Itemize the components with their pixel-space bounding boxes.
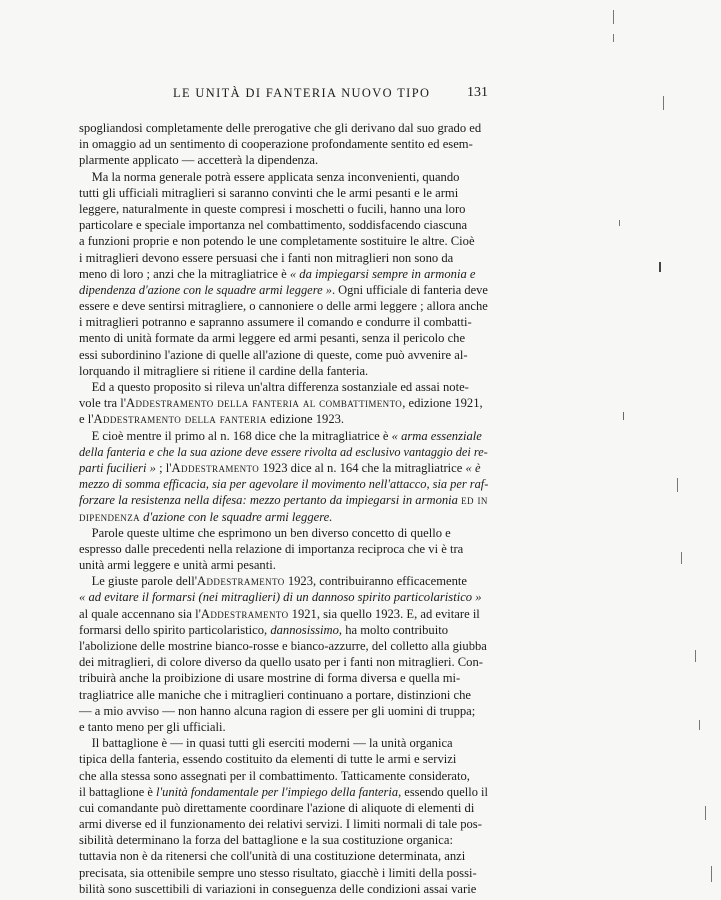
text-line xyxy=(79,687,488,703)
text-run: essi subordinino l'azione di quelle all'azione di queste, come può avvenire al- xyxy=(79,347,468,362)
text-run: essere e deve sentirsi mitragliere, o cannoniere o delle armi leggere ; allora anche xyxy=(79,299,488,314)
italic-text: forzare la resistenza nella difesa: mezzo pertanto da impiegarsi in armonia xyxy=(79,493,462,508)
text-line xyxy=(79,541,488,557)
text-run: meno di loro ; anzi che la mitragliatrice è xyxy=(79,266,290,281)
text-line xyxy=(79,832,488,848)
text-run: mento di unità formate da armi leggere ed armi pesanti, senza il pericolo che xyxy=(79,331,466,346)
text-line xyxy=(79,476,489,492)
text-run: il battaglione è xyxy=(79,784,157,799)
text-line xyxy=(79,719,488,735)
text-line xyxy=(79,395,488,411)
body-text xyxy=(79,120,488,897)
text-run: Ma la norma generale potrà essere applicata senza inconvenienti, quando xyxy=(79,169,460,184)
text-run: che alla stessa sono assegnati per il combattimento. Tatticamente considerato, xyxy=(79,768,470,783)
text-run: , essendo quello il xyxy=(398,784,488,799)
text-line xyxy=(79,800,488,816)
text-line xyxy=(79,298,487,314)
italic-text: « ad evitare il formarsi (nei mitraglieri) di un dannoso spirito particolaristico » xyxy=(79,590,482,605)
text-run: 1923, contribuiranno efficacemente xyxy=(284,574,467,589)
text-line xyxy=(79,622,488,638)
text-run: edizione 1923. xyxy=(266,412,345,427)
text-line xyxy=(79,185,488,201)
text-run: in omaggio ad un sentimento di cooperazione profondamente sentito ed esem- xyxy=(79,137,473,152)
text-run: spogliandosi completamente delle prerogative che gli derivano dal suo grado ed xyxy=(79,121,482,135)
italic-text: mezzo di somma efficacia, sia per agevolare il movimento nell'attacco, sia per raf- xyxy=(79,477,489,492)
text-line xyxy=(79,492,488,508)
text-line xyxy=(79,217,488,233)
text-line xyxy=(79,848,488,864)
small-caps-text: ed in xyxy=(461,493,488,508)
text-run: vole tra l' xyxy=(79,396,127,411)
text-run: cui comandante può direttamente coordinare l'azione di aliquote di elementi di xyxy=(79,800,475,815)
text-line xyxy=(79,428,488,444)
text-run: tuttavia non è da ritenersi che coll'unità di una costituzione determinata, anzi xyxy=(79,849,466,864)
text-run: , ha molto contribuito xyxy=(338,622,449,637)
italic-text: d'azione con le squadre armi leggere. xyxy=(140,509,333,524)
text-run: , edizione 1921, xyxy=(402,396,483,411)
text-line xyxy=(79,606,488,622)
text-run: armi diverse ed il funzionamento dei relativi servizi. I limiti normali di tale pos- xyxy=(79,817,482,832)
text-line xyxy=(79,152,488,168)
text-line xyxy=(79,557,488,573)
text-run: al quale accennano sia l' xyxy=(79,606,201,621)
text-run: tutti gli ufficiali mitraglieri si saranno convinti che le armi pesanti e le armi xyxy=(79,185,459,200)
text-line xyxy=(79,201,488,217)
text-run: espresso dalle precedenti nella relazione di importanza reciproca che vi è tra xyxy=(79,541,464,556)
text-run: 1923 dice al n. 164 che la mitragliatrice xyxy=(259,460,466,475)
small-caps-text: Addestramento xyxy=(200,606,289,621)
text-run: unità armi leggere e unità armi pesanti. xyxy=(79,558,276,573)
text-run: ; l' xyxy=(155,460,172,475)
text-run: Ed a questo proposito si rileva un'altra differenza sostanziale ed assai note- xyxy=(79,380,469,394)
text-line xyxy=(79,703,488,719)
italic-text: dipendenza d'azione con le squadre armi leggere » xyxy=(79,282,332,297)
text-run: sibilità determinano la forza del battaglione e la sua costituzione organica: xyxy=(79,833,453,848)
text-line xyxy=(79,379,488,395)
text-line xyxy=(79,670,488,686)
text-run: E cioè mentre il primo al n. 168 dice che la mitragliatrice è xyxy=(79,428,392,443)
text-line xyxy=(79,751,488,767)
text-run: i mitraglieri potranno e sapranno assumere il comando e condurre il combatti- xyxy=(79,315,472,330)
small-caps-text: Addestramento xyxy=(171,460,260,475)
text-line xyxy=(79,784,488,800)
text-run: precisata, sia ottenibile sempre uno stesso risultato, giacchè i limiti della possi- xyxy=(79,865,477,880)
italic-text: della fanteria e che la sua azione deve essere rivolta ad esclusivo vantaggio dei re- xyxy=(79,444,488,459)
text-line xyxy=(79,865,488,881)
small-caps-text: Addestramento xyxy=(197,574,285,589)
text-line xyxy=(79,363,488,379)
text-line xyxy=(79,460,488,476)
text-line xyxy=(79,233,488,249)
text-run: plarmente applicato — accetterà la dipendenza. xyxy=(79,153,319,168)
text-line xyxy=(79,314,488,330)
small-caps-text: dipendenza xyxy=(79,509,140,524)
italic-text: « da impiegarsi sempre in armonia e xyxy=(289,266,476,281)
text-run: Parole queste ultime che esprimono un ben diverso concetto di quello e xyxy=(79,525,451,540)
text-line xyxy=(79,816,488,832)
text-run: leggere, naturalmente in queste compresi i moschetti o fucili, hanno una loro xyxy=(79,201,466,216)
text-run: dei mitraglieri, di colore diverso da quello usato per i fanti non mitraglieri. Con- xyxy=(79,655,483,670)
text-run: lorquando il mitragliere si ritiene il cardine della fanteria. xyxy=(79,363,369,378)
text-line xyxy=(79,654,488,670)
text-run: — a mio avviso — non hanno alcuna ragion di essere per gli uomini di truppa; xyxy=(79,703,476,718)
text-line xyxy=(79,347,488,363)
running-header-title: LE UNITÀ DI FANTERIA NUOVO TIPO xyxy=(173,86,431,100)
text-line xyxy=(79,735,488,751)
text-run: tipica della fanteria, essendo costituito da elementi di tutte le armi e servizi xyxy=(79,752,457,767)
text-run: e tanto meno per gli ufficiali. xyxy=(79,719,226,734)
text-run: bilità sono suscettibili di variazioni in conseguenza delle condizioni assai varie xyxy=(79,881,477,896)
italic-text: « arma essenziale xyxy=(391,428,482,443)
text-line xyxy=(79,411,488,427)
text-run: tribuirà anche la proibizione di usare mostrine di forma diversa e quella mi- xyxy=(79,671,461,686)
text-line xyxy=(79,250,488,266)
text-run: particolare e speciale importanza nel combattimento, soddisfacendo ciascuna xyxy=(79,218,468,233)
italic-text: « è xyxy=(465,460,481,475)
text-line xyxy=(79,266,488,282)
text-run: Il battaglione è — in quasi tutti gli eserciti moderni — la unità organica xyxy=(79,736,453,751)
text-run: . Ogni ufficiale di fanteria deve xyxy=(331,282,488,297)
text-line xyxy=(79,589,488,605)
italic-text: dannosissimo xyxy=(270,622,339,637)
text-line xyxy=(79,282,488,298)
text-run: l'abolizione delle mostrine bianco-rosse e bianco-azzurre, del colletto alla giubba xyxy=(79,639,487,653)
text-line xyxy=(79,881,488,897)
small-caps-text: Addestramento della fanteria xyxy=(93,412,267,427)
text-line xyxy=(79,330,488,346)
text-line xyxy=(79,120,488,136)
italic-text: l'unità fondamentale per l'impiego della fanteria xyxy=(156,784,399,799)
text-run: i mitraglieri devono essere persuasi che i fanti non mitraglieri non sono da xyxy=(79,250,454,265)
running-header xyxy=(79,86,488,104)
text-run: a funzioni proprie e non potendo le une completamente sostituire le altre. Cioè xyxy=(79,234,475,249)
text-line xyxy=(79,768,488,784)
text-line xyxy=(79,136,488,152)
text-line xyxy=(79,509,488,525)
text-line xyxy=(79,525,488,541)
text-run: 1921, sia quello 1923. E, ad evitare il xyxy=(288,606,480,621)
text-line xyxy=(79,169,488,185)
scan-edge-marks xyxy=(601,0,721,900)
page-number: 131 xyxy=(467,85,488,100)
italic-text: parti fucilieri » xyxy=(79,460,156,475)
text-run: Le giuste parole dell' xyxy=(79,574,198,589)
text-run: tragliatrice alle maniche che i mitraglieri continuano a portare, distinzioni che xyxy=(79,687,471,702)
text-run: formarsi dello spirito particolaristico, xyxy=(79,622,271,637)
text-line xyxy=(79,444,488,460)
text-line xyxy=(79,573,488,589)
small-caps-text: Addestramento della fanteria al combattimento xyxy=(126,396,403,411)
text-line xyxy=(79,638,488,654)
text-run: e l' xyxy=(79,412,94,427)
